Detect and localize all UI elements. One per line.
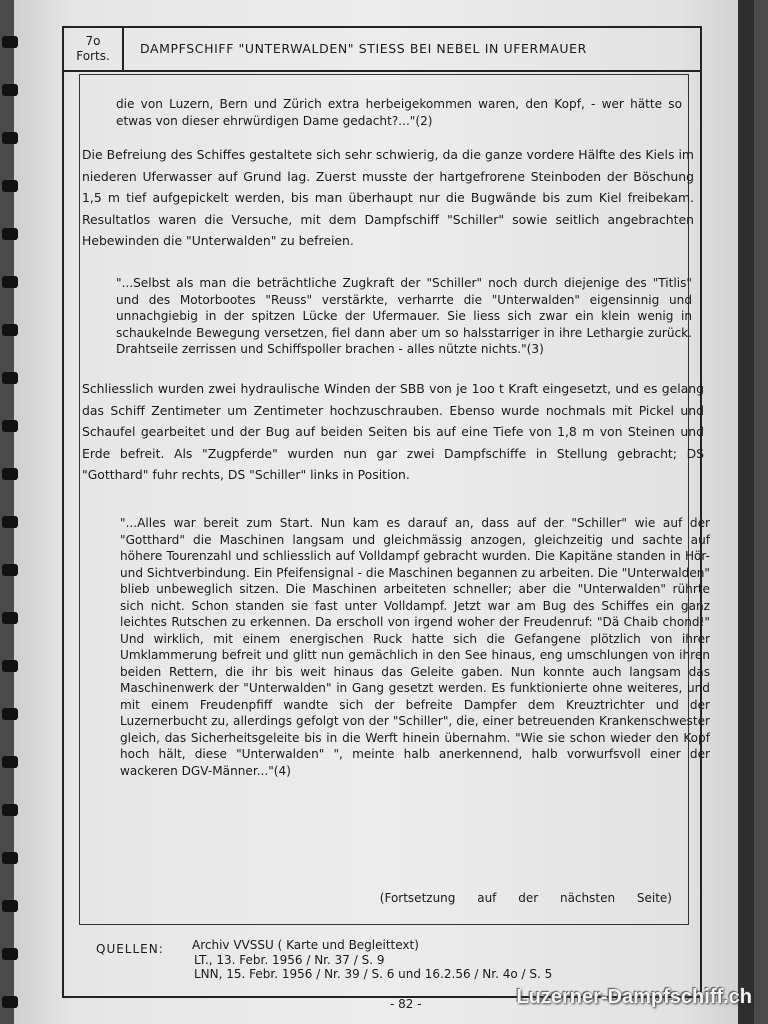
chapter-number: 7o	[85, 34, 101, 48]
page-title: DAMPFSCHIFF "UNTERWALDEN" STIESS BEI NEBEL IN UFERMAUER	[140, 41, 587, 56]
binding-ring	[2, 420, 18, 432]
sources-list	[192, 938, 552, 982]
binding-ring	[2, 852, 18, 864]
site-watermark: Luzerner-Dampfschiff.ch	[516, 986, 752, 1008]
binding-ring	[2, 948, 18, 960]
continuation-note: (Fortsetzung auf der nächsten Seite)	[379, 891, 672, 905]
binding-ring	[2, 660, 18, 672]
document-page	[14, 0, 754, 1024]
binding-ring	[2, 804, 18, 816]
binding-ring	[2, 228, 18, 240]
spiral-binding	[0, 0, 24, 1024]
chapter-number-box	[64, 28, 124, 70]
binding-ring	[2, 708, 18, 720]
binding-ring	[2, 564, 18, 576]
content-box	[79, 74, 710, 925]
paragraph-2: Schliesslich wurden zwei hydraulische Winden der SBB von je 1oo t Kraft eingesetzt, und es gelang das Schiff Zentimeter um Zentimeter hochzuschrauben. Ebenso wurde nochmals mit Pickel und Schaufel gearbeitet und der Bug auf beiden Seiten bis auf eine Tiefe von 1,8 m von Steinen und Erde befreit. Als "Zugpferde" wurden nun gar zwei Dampfschiffe in Stellung gebracht; DS "Gotthard" fuhr rechts, DS "Schiller" links in Position.	[82, 381, 704, 482]
binding-ring	[2, 996, 18, 1008]
binding-ring	[2, 468, 18, 480]
binding-ring	[2, 180, 18, 192]
page-header	[64, 28, 700, 72]
page-frame	[62, 26, 710, 998]
binding-ring	[2, 756, 18, 768]
binding-ring	[2, 372, 18, 384]
source-line: LNN, 15. Febr. 1956 / Nr. 39 / S. 6 und 16.2.56 / Nr. 4o / S. 5	[194, 967, 553, 981]
source-line: LT., 13. Febr. 1956 / Nr. 37 / S. 9	[194, 952, 385, 967]
binding-ring	[2, 132, 18, 144]
page-shadow-edge	[738, 0, 754, 1024]
binding-ring	[2, 612, 18, 624]
quote-continuation: die von Luzern, Bern und Zürich extra herbeigekommen waren, den Kopf, - wer hätte so etwas von dieser ehrwürdigen Dame gedacht?..."(2)	[116, 97, 682, 128]
quote-1: "...Selbst als man die beträchtliche Zugkraft der "Schiller" noch durch diejenige des "Titlis" und des Motorbootes "Reuss" verstärkte, verharrte die "Unterwalden" eigensinnig und unnachgiebig in der spitzen Lücke der Ufermauer. Sie liess sich zwar ein klein wenig in schaukelnde Bewegung versetzen, fiel dann aber um so halsstarriger in ihre Lethargie zurück. Drahtseile zerrissen und Schiffspoller brachen - alles nützte nichts."(3)	[116, 276, 692, 356]
binding-ring	[2, 276, 18, 288]
paragraph-1: Die Befreiung des Schiffes gestaltete sich sehr schwierig, da die ganze vordere Hälfte des Kiels im niederen Uferwasser auf Grund lag. Zuerst musste der hartgefrorene Steinboden der Böschung 1,5 m tief aufgepickelt werden, bis man überhaupt nur die Bugwände bis zum Kiel freibekam. Resultatlos waren die Versuche, mit dem Dampfschiff "Schiller" sowie seitlich angebrachten Hebewinden die "Unterwalden" zu befreien.	[82, 147, 694, 248]
page-number: - 82 -	[390, 997, 422, 1011]
chapter-continued-label: Forts.	[76, 49, 110, 63]
binding-ring	[2, 516, 18, 528]
sources-label: QUELLEN:	[96, 942, 164, 956]
binding-ring	[2, 36, 18, 48]
quote-2: "...Alles war bereit zum Start. Nun kam es darauf an, dass auf der "Schiller" wie auf der "Gotthard" die Maschinen langsam und gleichmässig anzogen, gleichzeitig und sachte auf höhere Tourenzahl und schliesslich auf Volldampf gebracht wurden. Die Kapitäne standen in Hör- und Sichtverbindung. Ein Pfeifensignal - die Maschinen begannen zu arbeiten. Die "Unterwalden" blieb unbeweglich sitzen. Die Maschinen arbeiteten schneller; aber die "Unterwalden" rührte sich nicht. Schon standen sie fast unter Volldampf. Jetzt war am Bug des Schiffes ein ganz leichtes Rutschen zu erkennen. Da erscholl von irgend woher der Freudenruf: "Dä Chaib chond!" Und wirklich, mit einem energischen Ruck hatte sich die Gefangene plötzlich von ihrer Umklammerung befreit und glitt nun gemächlich in den See hinaus, eng umschlungen von ihren beiden Rettern, die ihr bis weit hinaus das Geleite gaben. Nun konnte auch langsam das Maschinenwerk der "Unterwalden" in Gang gesetzt werden. Es funktionierte ohne weiteres, und mit einem Freudenpfiff wandte sich der befreite Dampfer dem Kreuztrichter und der Luzernerbucht zu, allerdings gefolgt von der "Schiller", die, einer betreuenden Krankenschwester gleich, das Sicherheitsgeleite bis in die Werft hinein übernahm. "Wie sie schon wieder den Kopf hoch hält, diese "Unterwalden" ", meinte halb anerkennend, halb vorwurfsvoll einer der wackeren DGV-Männer..."(4)	[120, 516, 710, 778]
binding-ring	[2, 900, 18, 912]
binding-ring	[2, 84, 18, 96]
source-line: Archiv VVSSU ( Karte und Begleittext)	[192, 938, 419, 952]
binding-ring	[2, 324, 18, 336]
